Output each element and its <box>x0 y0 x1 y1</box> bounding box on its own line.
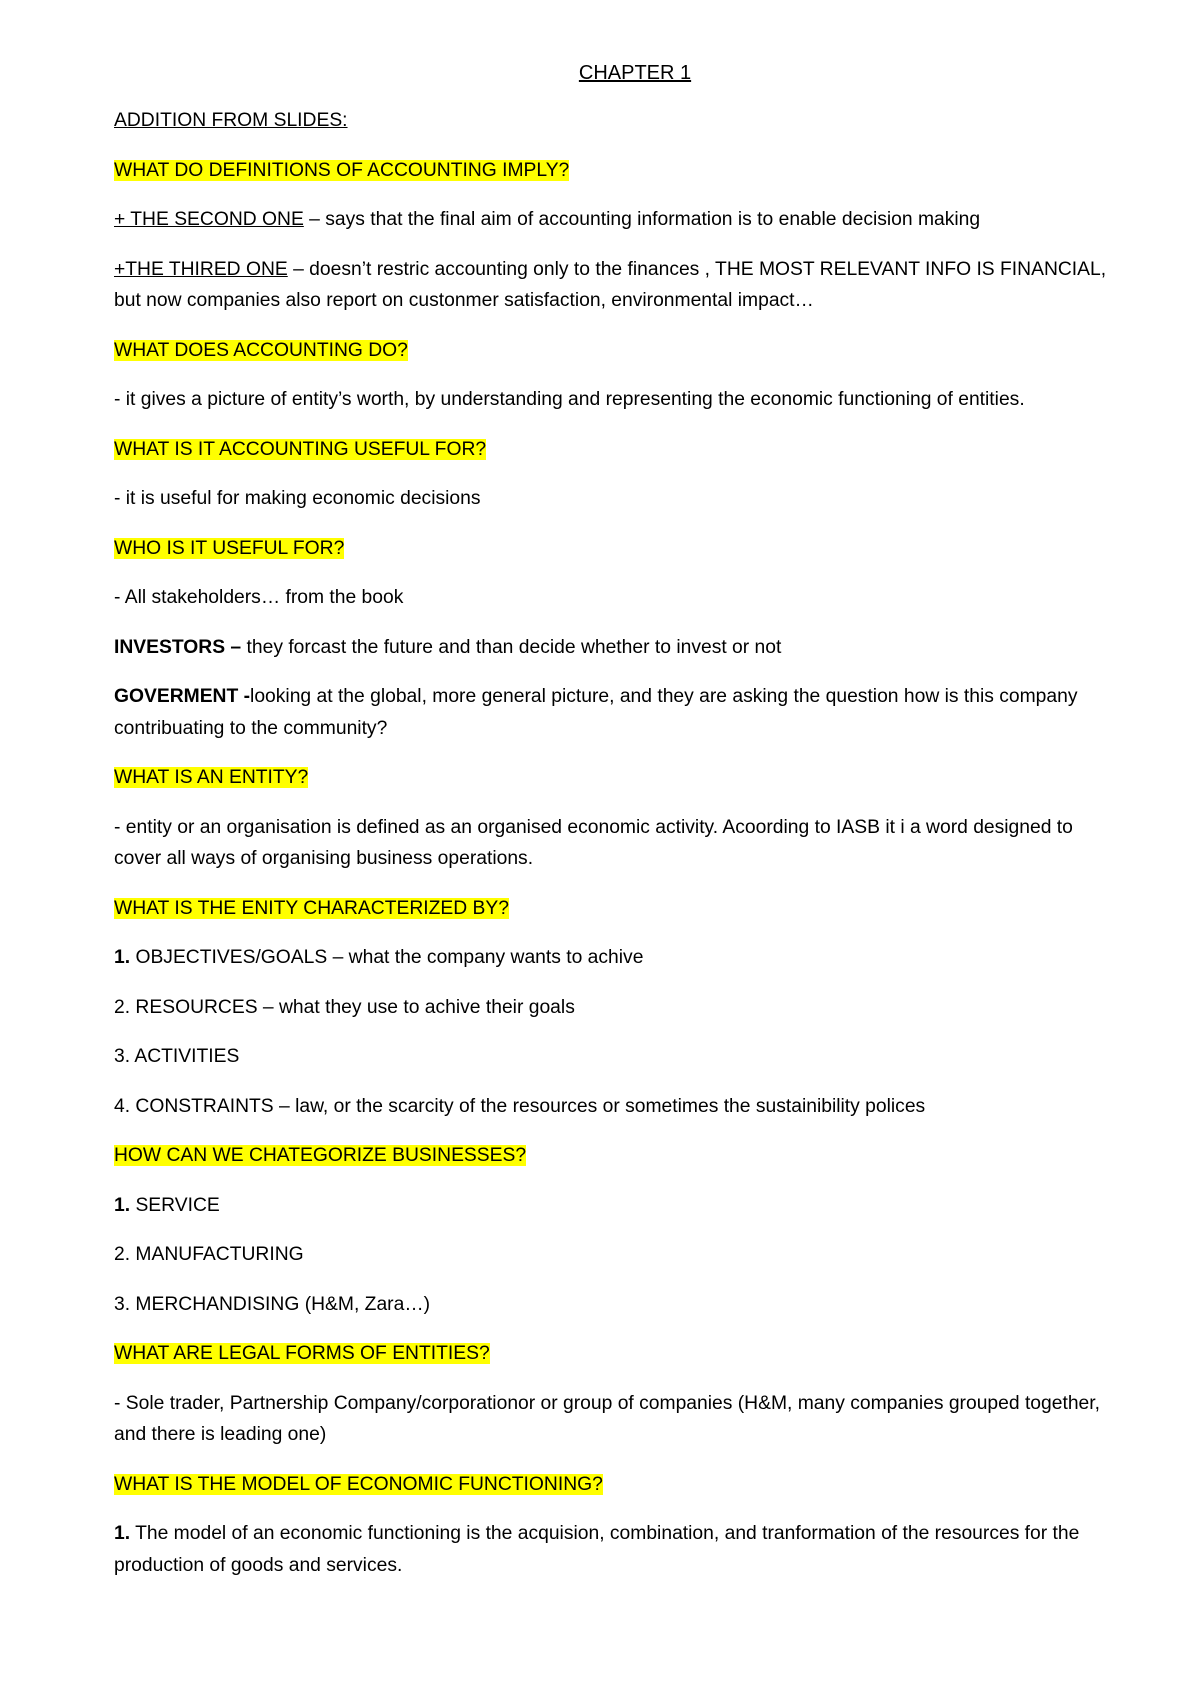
answer-paragraph: - Sole trader, Partnership Company/corporationor or group of companies (H&M, many companies grouped together, and there is leading one) <box>114 1392 1100 1445</box>
paragraph-text: they forcast the future and than decide whether to invest or not <box>241 636 782 658</box>
highlighted-question: WHO IS IT USEFUL FOR? <box>114 537 345 559</box>
chapter-title: CHAPTER 1 <box>578 62 692 84</box>
answer-lead: +THE THIRED ONE <box>114 258 288 280</box>
list-number: 1. <box>114 1523 131 1544</box>
list-text: The model of an economic functioning is the acquision, combination, and tranformation of the resources for the production of goods and services. <box>114 1523 1080 1576</box>
highlighted-question: WHAT ARE LEGAL FORMS OF ENTITIES? <box>114 1343 490 1364</box>
answer-paragraph: - All stakeholders… from the book <box>114 587 404 608</box>
answer-third-definition <box>114 254 1124 317</box>
highlighted-question: WHAT IS THE ENITY CHARACTERIZED BY? <box>114 897 509 919</box>
question-definitions <box>114 155 1124 187</box>
list-number: 1. <box>114 1194 131 1216</box>
list-text: SERVICE <box>130 1194 220 1216</box>
paragraph-text: looking at the global, more general picture, and they are asking the question how is this company contribuating to the community? <box>114 686 1078 739</box>
document-body <box>114 58 1124 1599</box>
goverment-paragraph <box>114 681 1124 744</box>
highlighted-question: WHAT DO DEFINITIONS OF ACCOUNTING IMPLY? <box>114 159 570 181</box>
list-item: 3. MERCHANDISING (H&M, Zara…) <box>114 1293 431 1315</box>
answer-paragraph: - it gives a picture of entity’s worth, by understanding and representing the economic functioning of entities. <box>114 389 1025 410</box>
question-categorize-businesses <box>114 1140 1124 1172</box>
list-text: OBJECTIVES/GOALS – what the company wants to achive <box>130 947 644 968</box>
highlighted-question: WHAT IS THE MODEL OF ECONOMIC FUNCTIONING? <box>114 1473 603 1495</box>
answer-paragraph: - it is useful for making economic decisions <box>114 488 481 509</box>
answer-text: – doesn’t restric accounting only to the finances , THE MOST RELEVANT INFO IS FINANCIAL, but now companies also report on custonmer satisfaction, environmental impact… <box>114 258 1107 311</box>
answer-lead: + THE SECOND ONE <box>114 209 304 230</box>
list-item: 4. CONSTRAINTS – law, or the scarcity of the resources or sometimes the sustainibility polices <box>114 1095 926 1117</box>
answer-text: – says that the final aim of accounting information is to enable decision making <box>303 209 981 230</box>
question-who-useful <box>114 533 1124 565</box>
answer-paragraph: - entity or an organisation is defined as an organised economic activity. Acoording to IASB it i a word designed to cover all ways of organising business operations. <box>114 816 1073 869</box>
answer-second-definition <box>114 204 1124 236</box>
question-legal-forms <box>114 1338 1124 1370</box>
bold-label: INVESTORS – <box>114 636 242 658</box>
list-item: 2. MANUFACTURING <box>114 1244 304 1265</box>
list-item <box>114 1190 1124 1222</box>
list-item: 2. RESOURCES – what they use to achive their goals <box>114 996 575 1018</box>
subtitle-text: ADDITION FROM SLIDES: <box>114 110 348 131</box>
question-entity <box>114 762 1124 794</box>
question-entity-characterized <box>114 893 1124 925</box>
section-subtitle <box>114 105 1124 137</box>
question-useful-for <box>114 434 1124 466</box>
highlighted-question: WHAT IS AN ENTITY? <box>114 767 309 788</box>
list-number: 1. <box>114 947 131 968</box>
list-item <box>114 1518 1124 1581</box>
list-item: 3. ACTIVITIES <box>114 1046 240 1067</box>
list-item <box>114 942 1124 974</box>
bold-label: GOVERMENT - <box>114 686 251 707</box>
question-economic-model <box>114 1469 1124 1501</box>
highlighted-question: HOW CAN WE CHATEGORIZE BUSINESSES? <box>114 1145 527 1166</box>
question-what-does-accounting-do <box>114 335 1124 367</box>
highlighted-question: WHAT DOES ACCOUNTING DO? <box>114 339 408 361</box>
highlighted-question: WHAT IS IT ACCOUNTING USEFUL FOR? <box>114 438 487 460</box>
investors-paragraph <box>114 632 1124 664</box>
